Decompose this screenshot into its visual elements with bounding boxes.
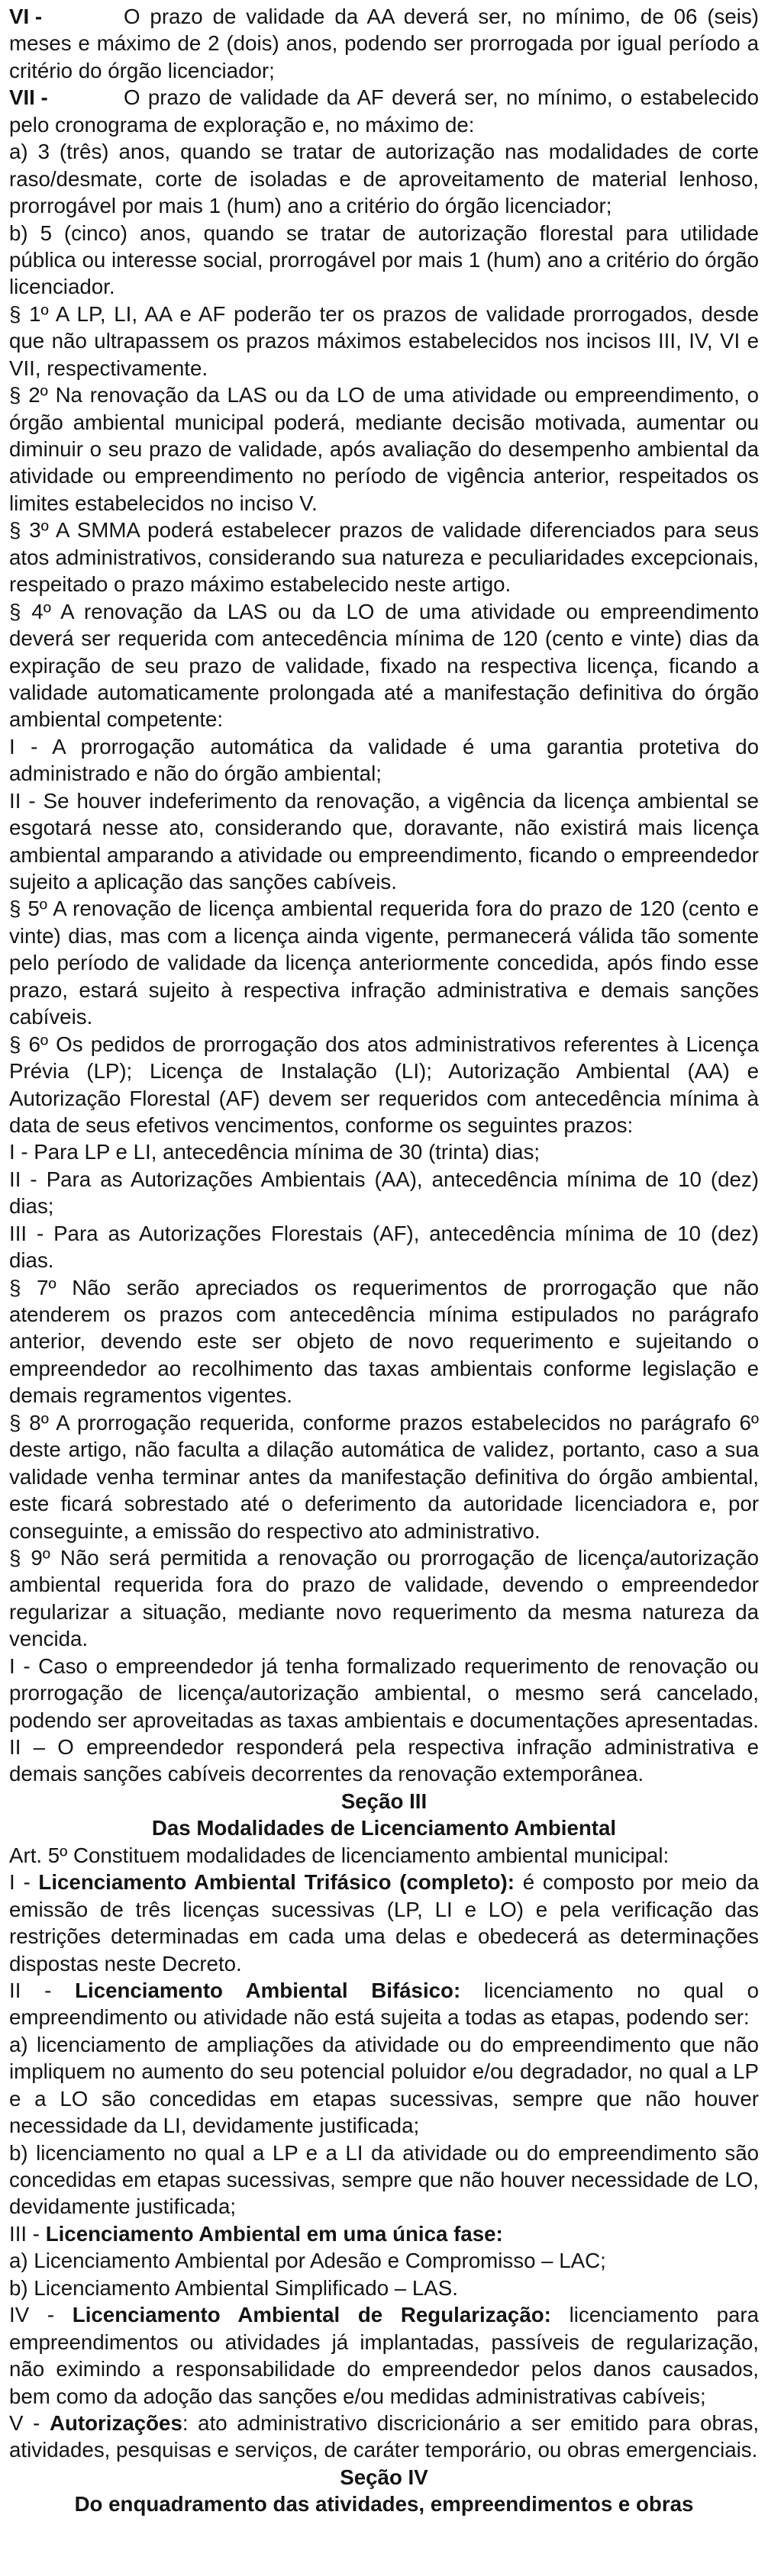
body-paragraph: § 7º Não serão apreciados os requerimentos de prorrogação que não atenderem os prazos com antecedência mínima estipulados no parágrafo anterior, devendo este ser objeto de novo requerimento e sujeitando o empreendedor ao recolhimento das taxas ambientais conforme legislação e demais regramentos vigentes. (9, 1275, 759, 1408)
body-paragraph: § 8º A prorrogação requerida, conforme prazos estabelecidos no parágrafo 6º deste artigo, não faculta a dilação automática de validez, portanto, caso a sua validade venha terminar antes da manifestação definitiva do órgão ambiental, este ficará sobrestado até o deferimento da autoridade licenciadora e, por conseguinte, a emissão do respectivo ato administrativo. (9, 1410, 759, 1543)
body-paragraph: § 5º A renovação de licença ambiental requerida fora do prazo de 120 (cento e vinte) dias, mas com a licença ainda vigente, permanecerá válida tão somente pelo período de validade da licença anteriormente concedida, após findo esse prazo, estará sujeito à respectiva infração administrativa e demais sanções cabíveis. (9, 897, 759, 1029)
body-paragraph: II - Se houver indeferimento da renovação, a vigência da licença ambiental se esgotará nesse ato, considerando que, doravante, não existirá mais licença ambiental amparando a atividade ou empreendimento, ficando o empreendedor sujeito a aplicação das sanções cabíveis. (9, 788, 759, 894)
body-paragraph: III - Para as Autorizações Florestais (AF), antecedência mínima de 10 (dez) dias. (9, 1221, 759, 1273)
modality-term: Autorizações (49, 2410, 182, 2435)
body-paragraph: II - Para as Autorizações Ambientais (AA), antecedência mínima de 10 (dez) dias; (9, 1167, 759, 1219)
modality-term: Licenciamento Ambiental em uma única fase: (45, 2221, 503, 2246)
body-paragraph: a) 3 (três) anos, quando se tratar de autorização nas modalidades de corte raso/desmate, corte de isoladas e de aproveitamento de material lenhoso, prorrogável por mais 1 (hum) ano a critério do órgão licenciador; (9, 140, 759, 218)
body-paragraph: § 1º A LP, LI, AA e AF poderão ter os prazos de validade prorrogados, desde que não ultrapassem os prazos máximos estabelecidos nos incisos III, IV, VI e VII, respectivamente. (9, 301, 759, 380)
body-paragraph: § 9º Não será permitida a renovação ou prorrogação de licença/autorização ambiental requerida fora do prazo de validade, devendo o empreendedor regularizar a situação, mediante novo requerimento da mesma natureza da vencida. (9, 1545, 759, 1651)
modality-prefix: IV - (9, 2303, 73, 2327)
body-paragraph: b) licenciamento no qual a LP e a LI da atividade ou do empreendimento são concedidas em etapas sucessivas, sempre que não houver necessidade de LO, devidamente justificada; (9, 2140, 759, 2219)
modality-text: é composto por meio da emissão de três licenças sucessivas (LP, LI e LO) e pela verificação das restrições determinadas em cada uma delas e obedecerá as determinações dispostas neste Decreto. (9, 1870, 759, 1975)
body-paragraph: b) 5 (cinco) anos, quando se tratar de autorização florestal para utilidade pública ou interesse social, prorrogável por mais 1 (hum) ano a critério do órgão licenciador. (9, 221, 759, 299)
inciso-text: O prazo de validade da AA deverá ser, no mínimo, de 06 (seis) meses e máximo de 2 (dois) anos, podendo ser prorrogada por igual período a critério do órgão licenciador; (9, 5, 759, 82)
modality-text: licenciamento no qual o empreendimento ou atividade não está sujeita a todas as etapas, podendo ser: (9, 1978, 759, 2030)
body-paragraph: § 6º Os pedidos de prorrogação dos atos administrativos referentes à Licença Prévia (LP); Licença de Instalação (LI); Autorização Ambiental (AA) e Autorização Florestal (AF) devem ser requeridos com antecedência mínima à data de seus efetivos vencimentos, conforme os seguintes prazos: (9, 1032, 759, 1137)
section-heading: Seção III (340, 1789, 428, 1813)
modality-term: Licenciamento Ambiental de Regularização: (72, 2303, 551, 2327)
inciso-label: VII - (9, 85, 48, 110)
section-heading: Do enquadramento das atividades, empreendimentos e obras (74, 2492, 694, 2516)
body-paragraph: a) licenciamento de ampliações da atividade ou do empreendimento que não impliquem no aumento do seu potencial poluidor e/ou degradador, no qual a LP e a LO são concedidas em etapas sucessivas, sempre que não houver necessidade da LI, devidamente justificada; (9, 2032, 759, 2138)
body-paragraph: I - Caso o empreendedor já tenha formalizado requerimento de renovação ou prorrogação de licença/autorização ambiental, o mesmo será cancelado, podendo ser aproveitadas as taxas ambientais e documentações apresentadas. (9, 1653, 760, 1732)
inciso-text: O prazo de validade da AF deverá ser, no mínimo, o estabelecido pelo cronograma de exploração e, no máximo de: (9, 85, 759, 137)
modality-paragraph (9, 1977, 759, 2031)
modality-text: : ato administrativo discricionário a ser emitido para obras, atividades, pesquisas e serviços, de caráter temporário, ou obras emergenciais. (9, 2410, 760, 2462)
body-paragraph: a) Licenciamento Ambiental por Adesão e Compromisso – LAC; (9, 2249, 606, 2273)
section-heading: Seção IV (340, 2465, 428, 2489)
body-paragraph: I - A prorrogação automática da validade é uma garantia protetiva do administrado e não do órgão ambiental; (9, 734, 759, 786)
modality-paragraph (9, 2301, 759, 2410)
modality-prefix: III - (9, 2221, 46, 2246)
modality-prefix: I - (9, 1870, 39, 1895)
modality-term: Licenciamento Ambiental Trifásico (completo): (38, 1870, 515, 1895)
body-paragraph: § 2º Na renovação da LAS ou da LO de uma atividade ou empreendimento, o órgão ambiental municipal poderá, mediante decisão motivada, aumentar ou diminuir o seu prazo de validade, após avaliação do desempenho ambiental da atividade ou empreendimento no período de vigência anterior, respeitados os limites estabelecidos no inciso V. (9, 383, 759, 515)
section-heading: Das Modalidades de Licenciamento Ambiental (151, 1816, 617, 1840)
inciso-paragraph (9, 84, 759, 138)
body-paragraph: I - Para LP e LI, antecedência mínima de 30 (trinta) dias; (9, 1140, 541, 1164)
modality-paragraph (9, 2410, 759, 2464)
modality-paragraph (9, 1869, 759, 1977)
modality-text: licenciamento para empreendimentos ou atividades já implantadas, passíveis de regularização, não eximindo a responsabilidade do empreendedor pelos danos causados, bem como da adoção das sanções e/ou medidas administrativas cabíveis; (9, 2303, 759, 2408)
body-paragraph: II – O empreendedor responderá pela respectiva infração administrativa e demais sanções cabíveis decorrentes da renovação extemporânea. (9, 1735, 759, 1786)
body-paragraph: Art. 5º Constituem modalidades de licenciamento ambiental municipal: (9, 1843, 670, 1867)
body-paragraph: § 3º A SMMA poderá estabelecer prazos de validade diferenciados para seus atos administrativos, considerando sua natureza e peculiaridades excepcionais, respeitado o prazo máximo estabelecido neste artigo. (9, 518, 759, 597)
modality-paragraph (9, 2220, 759, 2247)
modality-term: Licenciamento Ambiental Bifásico: (75, 1978, 461, 2002)
inciso-label: VI - (9, 5, 43, 28)
modality-prefix: II - (9, 1978, 76, 2002)
body-paragraph: b) Licenciamento Ambiental Simplificado – LAS. (9, 2275, 458, 2300)
body-paragraph: § 4º A renovação da LAS ou da LO de uma atividade ou empreendimento deverá ser requerida com antecedência mínima de 120 (cento e vinte) dias da expiração de seu prazo de validade, fixado na respectiva licença, ficando a validade automaticamente prolongada até a manifestação definitiva do órgão ambiental competente: (9, 599, 759, 732)
inciso-paragraph (9, 3, 759, 84)
modality-prefix: V - (9, 2410, 50, 2435)
